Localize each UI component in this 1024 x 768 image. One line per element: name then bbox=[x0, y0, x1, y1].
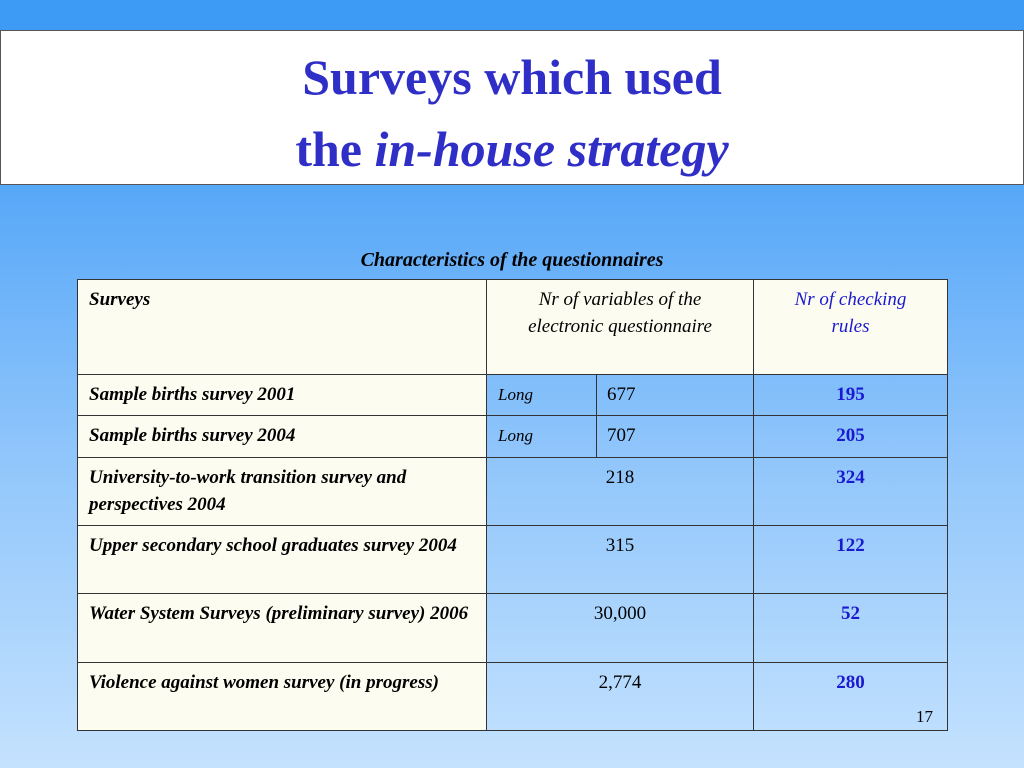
table-row bbox=[78, 594, 948, 663]
checking-rules-count: 280 bbox=[754, 663, 948, 731]
table-caption: Characteristics of the questionnaires bbox=[360, 249, 664, 271]
variables-count: 315 bbox=[487, 526, 754, 594]
page-number: 17 bbox=[916, 707, 933, 726]
questionnaire-table bbox=[77, 279, 948, 731]
survey-name: Upper secondary school graduates survey 2004 bbox=[78, 526, 487, 594]
survey-name: Sample births survey 2001 bbox=[78, 375, 487, 416]
header-checking-rules: Nr of checking rules bbox=[754, 280, 948, 375]
checking-rules-count: 324 bbox=[754, 458, 948, 526]
checking-rules-count: 122 bbox=[754, 526, 948, 594]
table-row bbox=[78, 458, 948, 526]
variables-count: 30,000 bbox=[487, 594, 754, 663]
questionnaire-type: Long bbox=[487, 416, 597, 458]
survey-name: Sample births survey 2004 bbox=[78, 416, 487, 458]
table-row bbox=[78, 416, 948, 458]
questionnaire-type: Long bbox=[487, 375, 597, 416]
title-italic-part: in-house strategy bbox=[374, 121, 729, 177]
variables-count: 2,774 bbox=[487, 663, 754, 731]
title-plain-part: the bbox=[295, 121, 375, 177]
variables-count: 707 bbox=[597, 416, 754, 458]
slide-title-line1: Surveys which used bbox=[302, 49, 722, 105]
table-row bbox=[78, 375, 948, 416]
checking-rules-count: 205 bbox=[754, 416, 948, 458]
table-row bbox=[78, 663, 948, 731]
variables-count: 677 bbox=[597, 375, 754, 416]
table-header-row bbox=[78, 280, 948, 375]
checking-rules-count: 52 bbox=[754, 594, 948, 663]
slide-title-box bbox=[0, 30, 1024, 185]
header-variables: Nr of variables of the electronic questionnaire bbox=[487, 280, 754, 375]
table-row bbox=[78, 526, 948, 594]
slide-title-line2 bbox=[1, 121, 1023, 177]
survey-name: Water System Surveys (preliminary survey) 2006 bbox=[78, 594, 487, 663]
variables-count: 218 bbox=[487, 458, 754, 526]
checking-rules-count: 195 bbox=[754, 375, 948, 416]
header-surveys: Surveys bbox=[78, 280, 487, 375]
survey-name: Violence against women survey (in progress) bbox=[78, 663, 487, 731]
survey-name: University-to-work transition survey and perspectives 2004 bbox=[78, 458, 487, 526]
